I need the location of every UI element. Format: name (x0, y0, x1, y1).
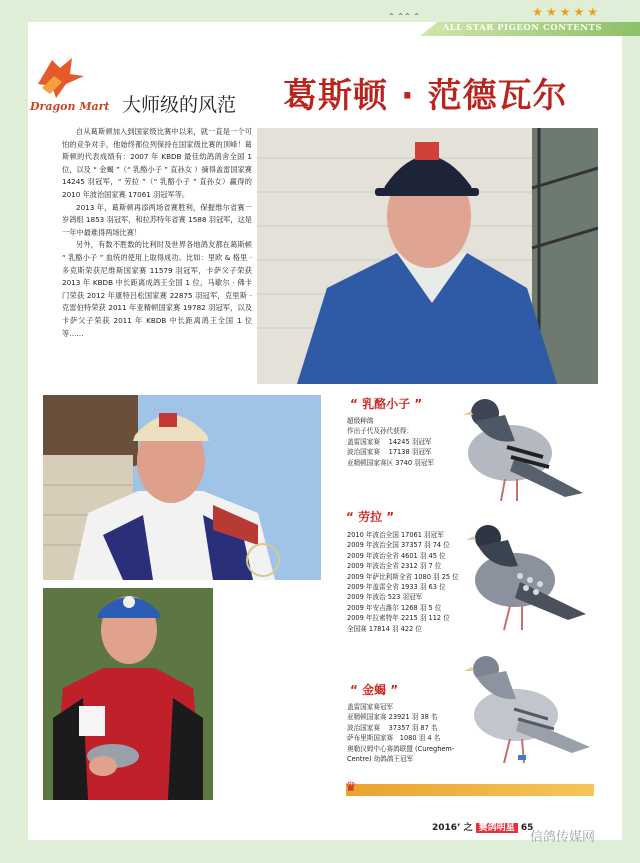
result-line: 2009 年波治全国 37357 羽 74 位 (347, 541, 450, 550)
footer-year: 2016’ (432, 823, 461, 833)
result-line: 全国赛 17814 羽 422 位 (347, 624, 422, 633)
banner-text: ALL STAR PIGEON CONTENTS (442, 23, 602, 33)
star-icon: ★ (559, 5, 571, 19)
pigeon-name-2: “ 劳拉 ” (346, 510, 395, 524)
star-icon: ★ (532, 5, 543, 19)
result-line: 2009 年波治全省 2312 羽 7 位 (347, 562, 442, 571)
result-line: 2009 年安吉潍尔 1268 羽 5 位 (347, 603, 442, 612)
pigeon-results-3 (347, 702, 454, 764)
crown-icon: ♛ (345, 780, 357, 795)
pigeon-name-3: “ 金蝎 ” (350, 683, 399, 697)
result-line: 亚精顿国家赛 23921 羽 38 名 (347, 713, 438, 722)
result-line: 亚精顿国家赛区 3740 羽冠军 (347, 458, 434, 467)
pigeon-photo-3 (458, 645, 595, 770)
flying-birds-icon: ⌃ ⌃⌃ ⌃ (388, 12, 420, 21)
star-icon: ★ (587, 5, 598, 19)
page-subtitle: 大师级的风范 (122, 94, 237, 116)
pigeon-photo-2 (460, 510, 595, 640)
result-line: 波治国家赛 37357 羽 87 名 (347, 723, 438, 732)
result-line: 超级种鸽 (347, 417, 374, 425)
portrait-photo-3 (43, 588, 213, 800)
result-line: 萨布里斯国家赛 1080 羽 4 名 (347, 734, 441, 743)
result-line: 盖雷国家赛冠军 (347, 703, 394, 711)
portrait-photo-2 (43, 395, 321, 580)
footer-mid: 之 (463, 823, 473, 833)
star-icon: ★ (573, 5, 585, 19)
result-line: 2009 年萨比利斯全省 1080 羽 25 位 (347, 572, 459, 581)
result-line: 盖雷国家赛 14245 羽冠军 (347, 437, 432, 446)
result-line: 奥勒汉姆中心赛鸽联盟 (Cureghem- (347, 744, 455, 753)
footer-highlight: 赛鸽明星 (476, 823, 518, 833)
page-title: 葛斯顿 · 范德瓦尔 (283, 76, 568, 116)
accent-bar (346, 784, 594, 796)
result-line: 2009 年波治 523 羽冠军 (347, 593, 423, 602)
pigeon-results-1 (347, 416, 434, 468)
page-number: 65 (520, 823, 534, 833)
portrait-photo-main (257, 128, 598, 384)
result-line: 2010 年波治全国 17061 羽冠军 (347, 531, 444, 539)
article-paragraph: 自从葛斯顿加入到国家级比赛中以来，就一直是一个可怕的竞争对手，他始终都位列保持在国家级比赛的顶峰！葛斯顿的代表成绩有：2007 年 KBDB 最佳幼鸽鸽舍全国 1 位，以及 “ 金蝎 ”（“ 乳酪小子 ” 直孙女 ）摘得盖雷国家赛 14245 羽冠军，“ 劳拉 ”（“ 乳酪小子 ” 直孙女）赢得的 2010 年波治国家赛 17061 羽冠军等。 (62, 127, 252, 199)
result-line: 波治国家赛 17138 羽冠军 (347, 448, 432, 457)
pigeon-photo-1 (455, 385, 595, 510)
star-icon: ★ (545, 5, 557, 19)
pigeon-name-1: “ 乳酪小子 ” (350, 397, 423, 411)
result-line: 2009 年拉索特年 2215 羽 112 位 (347, 614, 450, 623)
result-line: 2009 年盖雷全省 1933 羽 63 位 (347, 583, 446, 592)
rating-stars (532, 6, 598, 18)
article-body (62, 126, 252, 340)
result-line: 2009 年波治全省 4601 羽 45 位 (347, 551, 446, 560)
article-paragraph: 另外，有数不胜数的比利时及世界各地鸽友都在葛斯顿 “ 乳酪小子 ” 血统的使用上取得成功。比如：里欧 & 格里 · 多克斯荣获尼维斯国家赛 11579 羽冠军，卡萨父子荣获 2013 年 KBDB 中长距离成鸽王全国 1 位，马歇尔 · 佛卡门荣获 2012 年康特吕松国家赛 22875 羽冠军，克里斯 · 克雷伯特荣获 2011 年亚精顿国家赛 19782 羽冠军，以及卡萨父子荣获 2011 年 KBDB 中长距离鸽王全国 1 位等…… (62, 240, 252, 338)
result-line: 作出子代及孙代获得： (347, 427, 413, 436)
page-footer (432, 820, 533, 833)
pigeon-results-2 (347, 530, 459, 634)
dove-logo-icon (32, 54, 92, 102)
result-line: Centre) 幼鸽鸽王冠军 (347, 755, 414, 764)
watermark-text: 信鸽传媒网 (530, 830, 596, 845)
logo-text: Dragon Mart (30, 100, 110, 113)
article-paragraph: 2013 年，葛斯顿再添两场省赛胜利，保握维尔省赛一岁鸽组 1853 羽冠军，和拉苏特年省赛 1588 羽冠军，这是一年中最难得两场比赛！ (62, 202, 252, 237)
